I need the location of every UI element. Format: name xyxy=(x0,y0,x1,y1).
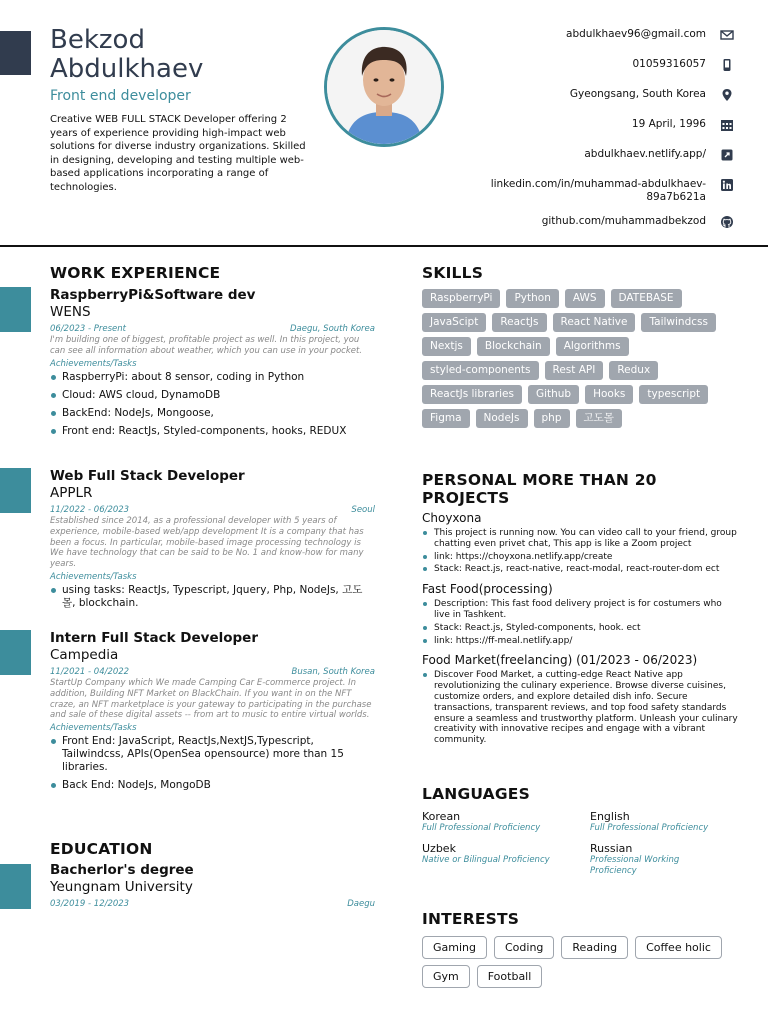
job-description: Established since 2014, as a professional developer with 5 years of experience, mobile-based web/app development It is a company that has been a focus. In particular, mobile-based image processing technology is We have technology that can be said to be No. 1 and know-how for many years. xyxy=(50,516,364,570)
list-item: Front end: ReactJs, Styled-components, hooks, REDUX xyxy=(50,425,375,438)
skill-tag: Redux xyxy=(609,361,658,380)
skill-tag: Algorithms xyxy=(556,337,629,356)
job-company: APPLR xyxy=(50,485,93,501)
job-accent-bar xyxy=(0,630,31,675)
job-meta xyxy=(50,505,375,515)
profile-summary: Creative WEB FULL STACK Developer offering 2 years of experience providing high-impact web solutions for diverse industry organizations. Skilled in designing, developing and testing multiple web-based applications incorporating a range of technologies. xyxy=(50,114,306,193)
project-details xyxy=(422,528,740,575)
language-name: Uzbek xyxy=(422,842,456,855)
language-level: Professional Working Proficiency xyxy=(590,855,680,876)
job-title: RaspberryPi&Software dev xyxy=(50,287,256,303)
language-entry xyxy=(590,810,750,834)
project-entry xyxy=(422,511,740,575)
section-title-skills: SKILLS xyxy=(422,264,484,282)
project-entry xyxy=(422,582,740,646)
contact-github[interactable]: github.com/muhammadbekzod xyxy=(434,215,734,229)
skill-tag: styled-components xyxy=(422,361,539,380)
list-item: Front End: JavaScript, ReactJs,NextJS,Typescript, Tailwindcss, APIs(OpenSea opensource) more than 15 libraries. xyxy=(50,735,375,774)
language-list xyxy=(422,810,752,877)
header-accent-bar xyxy=(0,31,31,75)
skill-tags xyxy=(422,289,742,428)
job-title: Web Full Stack Developer xyxy=(50,468,245,484)
skill-tag: AWS xyxy=(565,289,605,308)
list-item: Description: This fast food delivery project is for costumers who live in Tashkent. xyxy=(422,599,740,621)
contact-list xyxy=(434,24,734,229)
list-item: Stack: React.js, react-native, react-modal, react-router-dom ect xyxy=(422,564,740,575)
skill-tag: Nextjs xyxy=(422,337,471,356)
job-entry xyxy=(50,468,375,615)
job-dates: 11/2021 - 04/2022 xyxy=(50,667,130,677)
header-divider xyxy=(0,245,768,247)
list-item: Cloud: AWS cloud, DynamoDB xyxy=(50,389,375,402)
language-level: Full Professional Proficiency xyxy=(590,823,709,833)
project-title: Food Market(freelancing) (01/2023 - 06/2023) xyxy=(422,653,698,668)
project-list xyxy=(422,511,740,753)
skill-tag: Blockchain xyxy=(477,337,550,356)
language-entry xyxy=(590,842,750,877)
achievements-label: Achievements/Tasks xyxy=(50,571,137,582)
language-level: Full Professional Proficiency xyxy=(422,823,541,833)
profile-photo xyxy=(324,27,444,147)
github-icon xyxy=(720,215,734,229)
language-name: English xyxy=(590,810,630,823)
skill-tag: NodeJs xyxy=(476,409,528,428)
project-entry xyxy=(422,653,740,746)
list-item[interactable]: link: https://ff-meal.netlify.app/ xyxy=(422,636,740,647)
calendar-icon xyxy=(720,118,734,132)
achievements-label: Achievements/Tasks xyxy=(50,723,137,734)
job-accent-bar xyxy=(0,468,31,513)
project-details xyxy=(422,599,740,646)
job-title: Intern Full Stack Developer xyxy=(50,630,258,646)
skill-tag: ReactJs libraries xyxy=(422,385,522,404)
project-title: Choyxona xyxy=(422,511,482,525)
education-location: Daegu xyxy=(347,899,375,909)
language-entry xyxy=(422,842,590,877)
job-dates: 06/2023 - Present xyxy=(50,324,127,334)
list-item: using tasks: ReactJs, Typescript, Jquery, Php, NodeJs, 고도몰, blockchain. xyxy=(50,584,375,610)
job-role: Front end developer xyxy=(50,88,191,104)
skill-tag: Tailwindcss xyxy=(641,313,715,332)
job-meta xyxy=(50,324,375,334)
job-description: StartUp Company which We made Camping Car E-commerce project. In addition, Building NFT Market on BlackChain. If you want in on the NFT craze, an NFT marketplace is your gateway to participating in the purchase and sale of these digital assets -- from art to music to entire virtual worlds. xyxy=(50,678,372,721)
section-title-languages: LANGUAGES xyxy=(422,785,530,803)
skill-tag: php xyxy=(534,409,570,428)
language-name: Russian xyxy=(590,842,633,855)
interest-tag: Coffee holic xyxy=(635,936,722,959)
task-list xyxy=(50,735,375,792)
job-company: Campedia xyxy=(50,647,119,663)
skill-tag: ReactJs xyxy=(492,313,546,332)
location-icon xyxy=(720,88,734,102)
contact-website[interactable]: abdulkhaev.netlify.app/ xyxy=(434,148,734,162)
job-entry xyxy=(50,630,375,797)
job-meta xyxy=(50,667,375,677)
education-accent-bar xyxy=(0,864,31,909)
school-name: Yeungnam University xyxy=(50,879,193,895)
skill-tag: React Native xyxy=(553,313,636,332)
job-location: Busan, South Korea xyxy=(291,667,375,677)
full-name: Bekzod Abdulkhaev xyxy=(50,25,204,84)
language-level: Native or Bilingual Proficiency xyxy=(422,855,550,865)
skill-tag: typescript xyxy=(639,385,708,404)
interest-tag: Coding xyxy=(494,936,554,959)
job-dates: 11/2022 - 06/2023 xyxy=(50,505,130,515)
list-item: Stack: React.js, Styled-components, hook. ect xyxy=(422,623,740,634)
education-meta xyxy=(50,899,375,909)
skill-tag: Python xyxy=(506,289,558,308)
language-entry xyxy=(422,810,590,834)
degree-title: Bacherlor's degree xyxy=(50,862,194,878)
skill-tag: RaspberryPi xyxy=(422,289,500,308)
list-item: This project is running now. You can video call to your friend, group chatting even privet chat, This app is like a Zoom project xyxy=(422,528,740,550)
contact-birthdate: 19 April, 1996 xyxy=(434,118,734,132)
contact-linkedin[interactable]: linkedin.com/in/muhammad-abdulkhaev-89a7b621a xyxy=(434,178,734,204)
language-name: Korean xyxy=(422,810,461,823)
skill-tag: Hooks xyxy=(585,385,633,404)
mail-icon xyxy=(720,28,734,42)
project-title: Fast Food(processing) xyxy=(422,582,553,597)
skill-tag: DATEBASE xyxy=(611,289,682,308)
job-description: I'm building one of biggest, profitable project as well. In this project, you can see all information about weather, which you can use in your pocket. xyxy=(50,335,363,356)
task-list xyxy=(50,371,375,438)
phone-icon xyxy=(720,58,734,72)
section-title-work: WORK EXPERIENCE xyxy=(50,264,221,282)
skill-tag: 고도몰 xyxy=(576,409,622,428)
link-icon xyxy=(720,148,734,162)
list-item: Discover Food Market, a cutting-edge React Native app revolutionizing the culinary experience. Browse diverse cuisines, customize orders, and explore detailed dish info. Secure transactions, transparent reviews, and top food safety standards ensure a seamless and trustworthy platform. Unleash your culinary creativity with innovative recipes and engage with a vibrant community. xyxy=(422,670,740,746)
interest-tag: Football xyxy=(477,965,543,988)
job-location: Seoul xyxy=(351,505,375,515)
job-entry xyxy=(50,287,375,443)
education-entry xyxy=(50,862,375,909)
achievements-label: Achievements/Tasks xyxy=(50,358,137,369)
job-location: Daegu, South Korea xyxy=(290,324,375,334)
skill-tag: Github xyxy=(528,385,579,404)
skill-tag: Figma xyxy=(422,409,470,428)
contact-email[interactable]: abdulkhaev96@gmail.com xyxy=(434,28,734,42)
task-list xyxy=(50,584,375,610)
list-item: Back End: NodeJs, MongoDB xyxy=(50,779,375,792)
skill-tag: JavaScipt xyxy=(422,313,486,332)
list-item[interactable]: link: https://choyxona.netlify.app/create xyxy=(422,552,740,563)
project-details xyxy=(422,670,740,746)
list-item: BackEnd: NodeJs, Mongoose, xyxy=(50,407,375,420)
section-title-education: EDUCATION xyxy=(50,840,153,858)
list-item: RaspberryPi: about 8 sensor, coding in Python xyxy=(50,371,375,384)
interest-tags xyxy=(422,936,742,988)
section-title-projects: PERSONAL MORE THAN 20 PROJECTS xyxy=(422,471,657,507)
interest-tag: Reading xyxy=(561,936,628,959)
education-dates: 03/2019 - 12/2023 xyxy=(50,899,130,909)
job-accent-bar xyxy=(0,287,31,332)
job-company: WENS xyxy=(50,304,91,320)
skill-tag: Rest API xyxy=(545,361,604,380)
avatar-portrait xyxy=(327,30,441,144)
contact-location: Gyeongsang, South Korea xyxy=(434,88,734,102)
linkedin-icon xyxy=(720,178,734,192)
contact-phone[interactable]: 01059316057 xyxy=(434,58,734,72)
section-title-interests: INTERESTS xyxy=(422,910,520,928)
interest-tag: Gaming xyxy=(422,936,487,959)
interest-tag: Gym xyxy=(422,965,470,988)
